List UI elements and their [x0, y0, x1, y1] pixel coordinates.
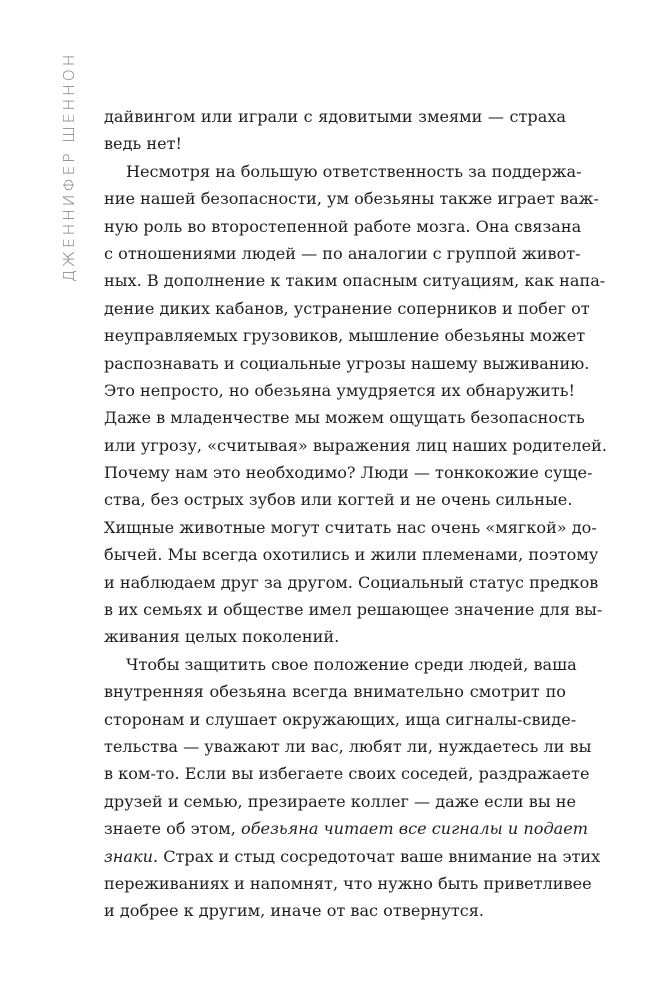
- text-line: в их семьях и обществе имел решающее значение для вы-: [104, 600, 603, 620]
- text-line: Это непросто, но обезьяна умудряется их обнаружить!: [104, 380, 575, 400]
- text-line: тельства — уважают ли вас, любят ли, нуждаетесь ли вы: [104, 736, 592, 756]
- text-line: сторонам и слушает окружающих, ища сигналы-свиде-: [104, 709, 577, 729]
- text-line: бычей. Мы всегда охотились и жили племенами, поэтому: [104, 545, 599, 565]
- text-line: [104, 815, 589, 842]
- text-italic-span: знаки.: [104, 846, 159, 866]
- text-plain-span: Страх и стыд сосредоточат ваше внимание на этих: [158, 846, 601, 866]
- running-head-author: ДЖЕННИФЕР ШЕННОН: [60, 51, 78, 282]
- text-line: дайвингом или играли с ядовитыми змеями — страха: [104, 107, 566, 126]
- text-line: Несмотря на большую ответственность за поддержа-: [126, 161, 582, 181]
- text-line: и добрее к другим, иначе от вас отвернутся.: [104, 901, 485, 921]
- text-line: ную роль во второстепенной работе мозга. Она связана: [104, 216, 582, 236]
- text-line: ние нашей безопасности, ум обезьяны также играет важ-: [104, 189, 599, 209]
- text-line: [104, 843, 601, 870]
- text-line: внутренняя обезьяна всегда внимательно смотрит по: [104, 682, 566, 702]
- text-line: Почему нам это необходимо? Люди — тонкокожие суще-: [104, 463, 593, 483]
- text-italic-span: обезьяна читает все сигналы и подает: [241, 819, 589, 839]
- text-plain-span: знаете об этом,: [104, 819, 242, 839]
- text-line: ных. В дополнение к таким опасным ситуациям, как напа-: [104, 271, 606, 291]
- page-body-text: [104, 103, 607, 925]
- text-line: ведь нет!: [104, 134, 182, 154]
- text-line: неуправляемых грузовиков, мышление обезьяны может: [104, 326, 586, 346]
- text-line: в ком-то. Если вы избегаете своих соседей, раздражаете: [104, 764, 590, 784]
- text-line: переживаниях и напомнят, что нужно быть приветливее: [104, 873, 592, 893]
- text-line: друзей и семью, презираете коллег — даже если вы не: [104, 791, 577, 811]
- text-line: дение диких кабанов, устранение соперников и побег от: [104, 298, 590, 318]
- text-line: ства, без острых зубов или когтей и не очень сильные.: [104, 490, 573, 510]
- text-line: Даже в младенчестве мы можем ощущать безопасность: [104, 408, 585, 428]
- text-line: Хищные животные могут считать нас очень «мягкой» до-: [104, 517, 597, 537]
- text-line: и наблюдаем друг за другом. Социальный статус предков: [104, 572, 599, 592]
- text-line: или угрозу, «считывая» выражения лиц наших родителей.: [104, 435, 607, 455]
- text-line: живания целых поколений.: [104, 627, 340, 647]
- text-line: с отношениями людей — по аналогии с группой живот-: [104, 243, 581, 263]
- text-line: распознавать и социальные угрозы нашему выживанию.: [104, 353, 590, 373]
- text-line: Чтобы защитить свое положение среди людей, ваша: [126, 654, 577, 674]
